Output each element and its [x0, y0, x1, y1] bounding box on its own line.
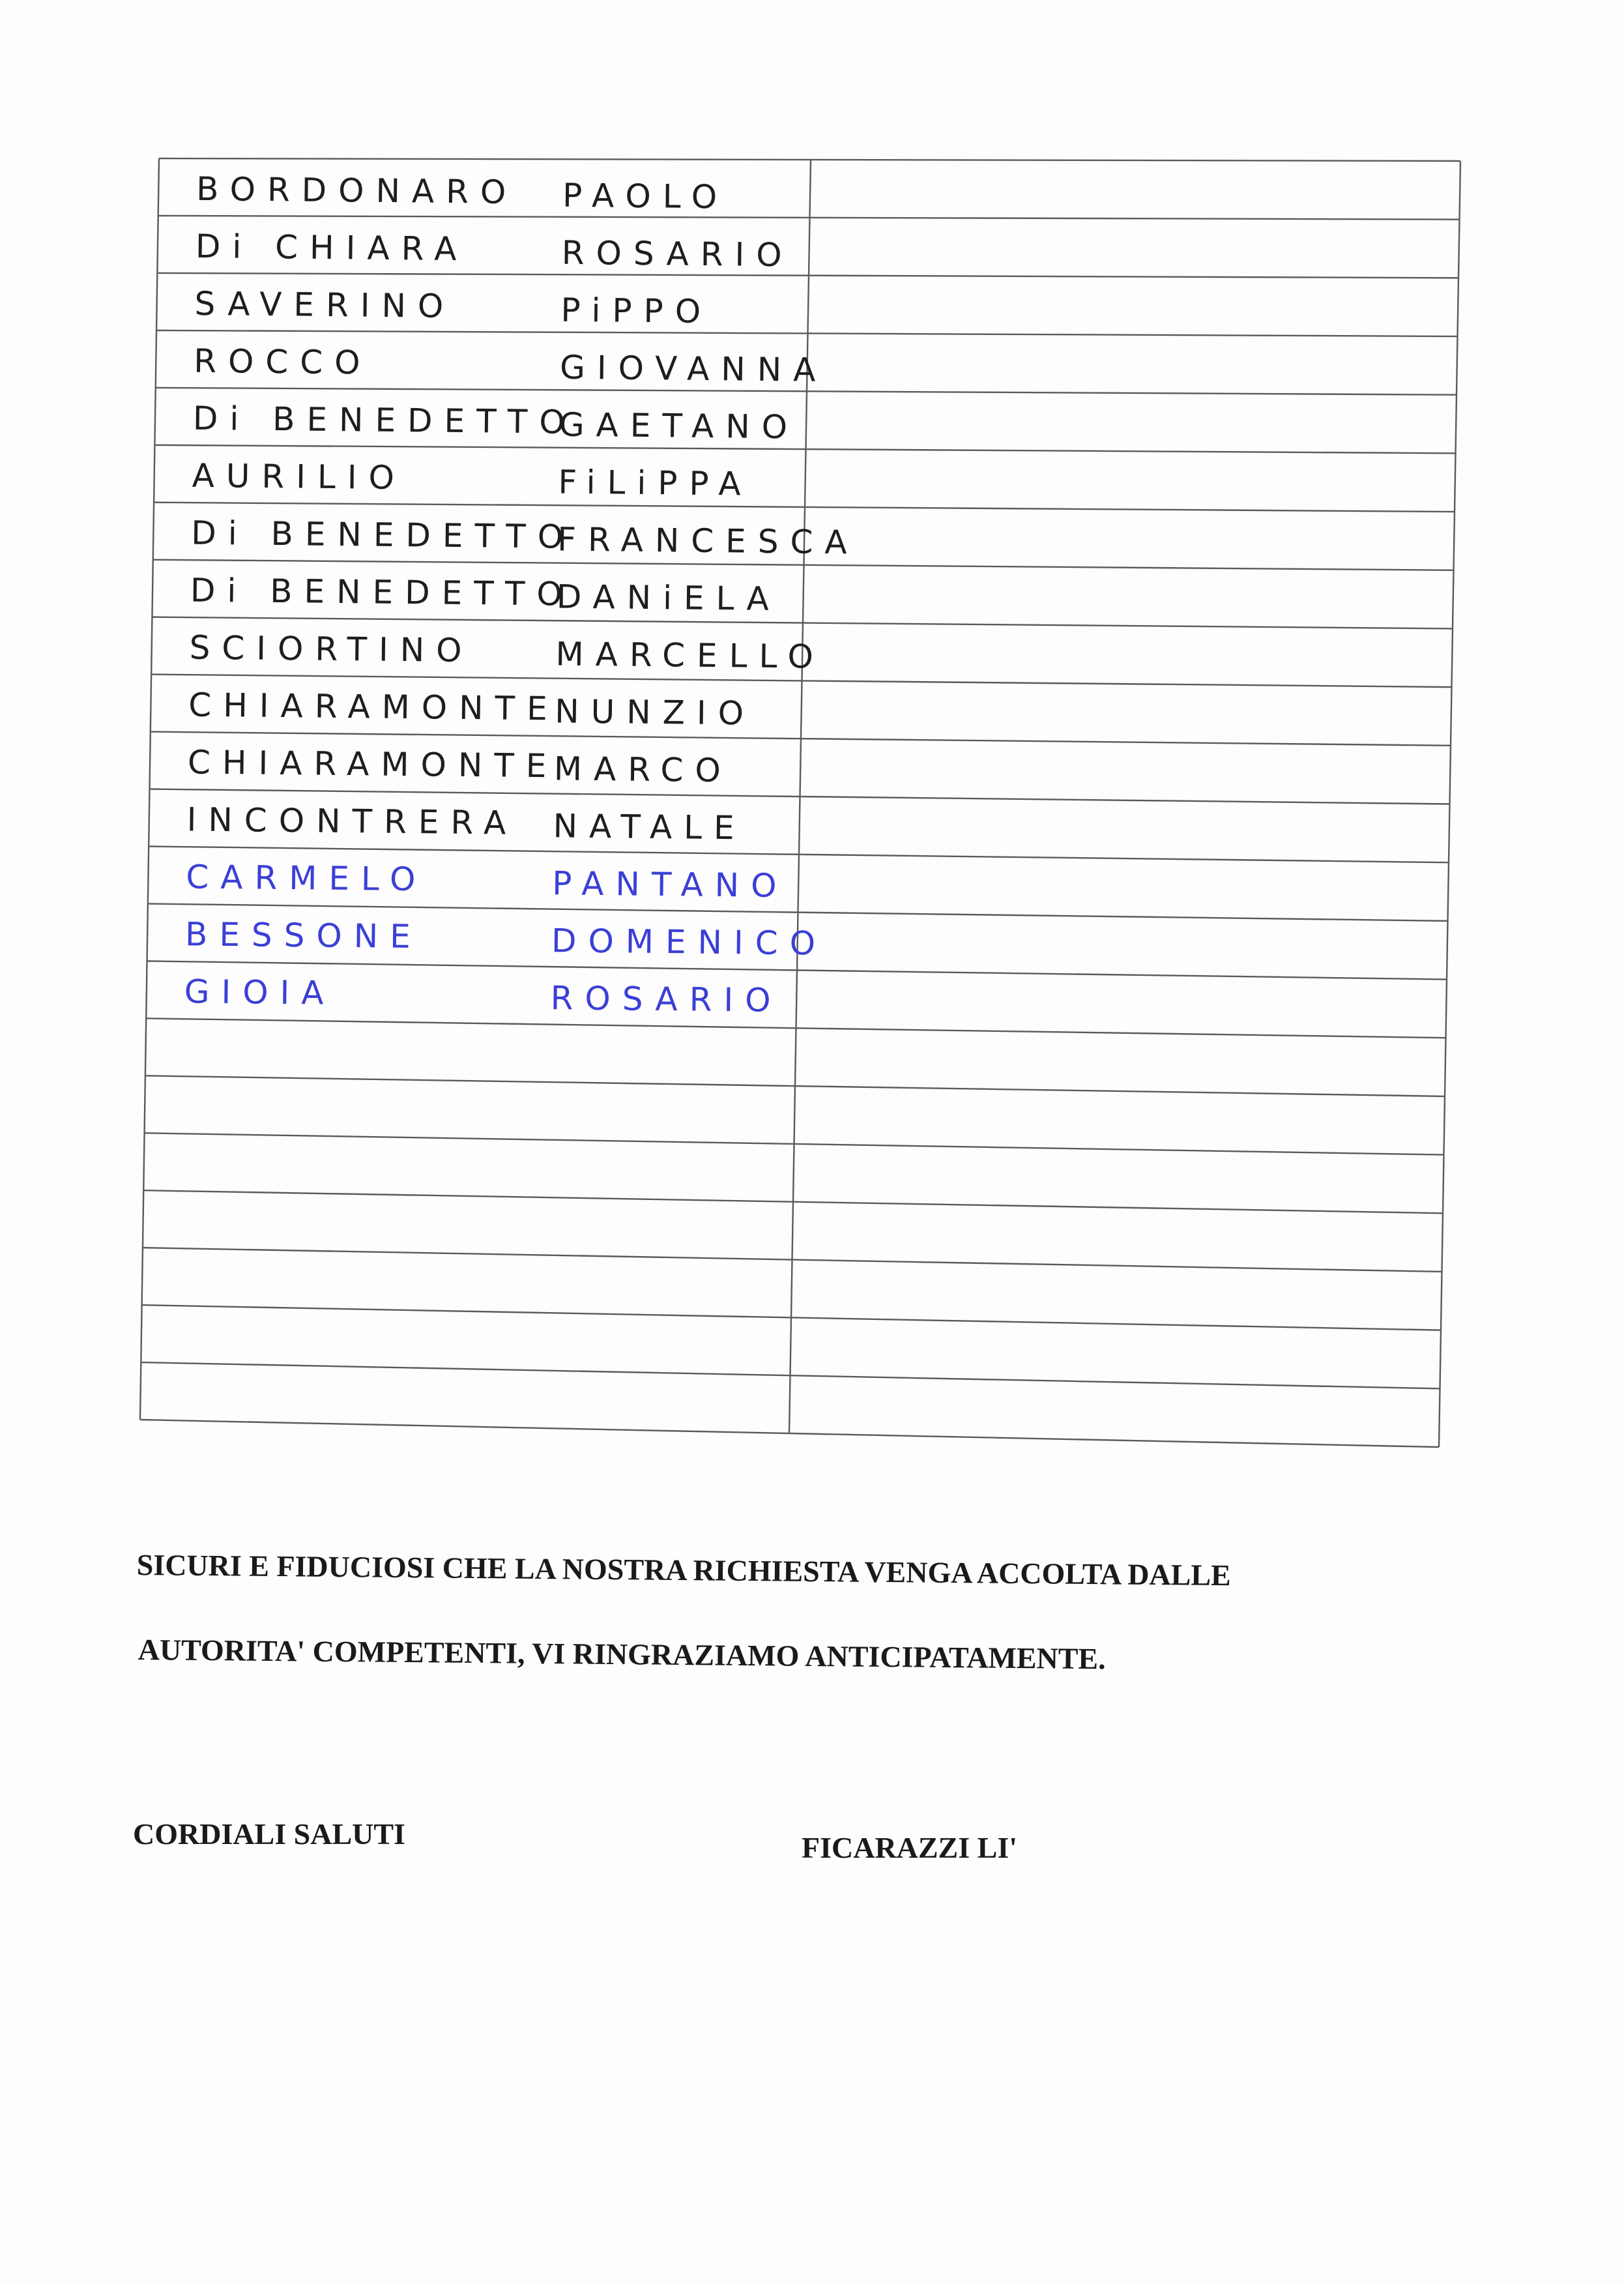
signature-row [196, 227, 794, 274]
signature-first-name: ROSARIO [561, 233, 794, 274]
signature-row [192, 457, 753, 503]
signature-row [188, 686, 755, 733]
table-rule [158, 216, 1460, 220]
signature-surname: CARMELO [186, 858, 428, 899]
signature-first-name: FRANCESCA [557, 520, 859, 562]
place-and-date: FICARAZZI LI' [802, 1831, 1018, 1864]
signature-surname: SCIORTINO [189, 628, 474, 670]
signature-first-name: GIOVANNA [559, 348, 828, 389]
signature-surname: Di BENEDETTO [191, 514, 575, 556]
table-rule [157, 273, 1458, 278]
signature-row [191, 514, 859, 562]
signature-first-name: NATALE [553, 807, 746, 847]
signature-row [186, 800, 746, 847]
signature-row [190, 572, 781, 618]
signature-first-name: ROSARIO [550, 979, 783, 1019]
signature-first-name: PAOLO [562, 176, 729, 216]
signature-surname: SAVERINO [194, 284, 456, 326]
signature-first-name: NUNZIO [554, 692, 756, 733]
signature-surname: INCONTRERA [186, 800, 518, 842]
signature-row [193, 400, 800, 447]
signature-row [185, 915, 828, 962]
salutation: CORDIALI SALUTI [133, 1817, 405, 1851]
signature-first-name: MARCELLO [555, 635, 826, 676]
signature-first-name: PiPPO [560, 291, 713, 331]
signature-first-name: DOMENICO [551, 922, 828, 963]
signature-first-name: FiLiPPA [558, 463, 753, 503]
signature-surname: ROCCO [193, 342, 372, 382]
signature-row [196, 170, 729, 216]
signature-row [188, 743, 732, 789]
signature-first-name: MARCO [553, 750, 733, 790]
signature-surname: Di BENEDETTO [192, 399, 577, 441]
signature-surname: Di BENEDETTO [190, 571, 575, 613]
signature-row [186, 858, 789, 905]
signature-row [194, 342, 828, 389]
signature-surname: BORDONARO [196, 169, 518, 212]
signature-surname: GIOIA [184, 973, 336, 1012]
closing-line-1: SICURI E FIDUCIOSI CHE LA NOSTRA RICHIESTA VENGA ACCOLTA DALLE [136, 1548, 1231, 1592]
signature-surname: CHIARAMONTE [188, 686, 560, 728]
signature-row [189, 629, 825, 676]
signature-surname: CHIARAMONTE [187, 743, 558, 785]
signature-surname: AURILIO [192, 456, 407, 497]
signature-row [194, 285, 712, 330]
signature-row [184, 973, 782, 1019]
signature-first-name: DANiELA [556, 578, 781, 619]
table-rule [159, 158, 1460, 161]
closing-line-2: AUTORITA' COMPETENTI, VI RINGRAZIAMO ANTICIPATAMENTE. [138, 1633, 1106, 1676]
signature-first-name: PANTANO [552, 864, 789, 905]
signature-first-name: GAETANO [558, 405, 800, 447]
signature-surname: BESSONE [184, 915, 423, 956]
signature-surname: Di CHIARA [195, 227, 469, 269]
